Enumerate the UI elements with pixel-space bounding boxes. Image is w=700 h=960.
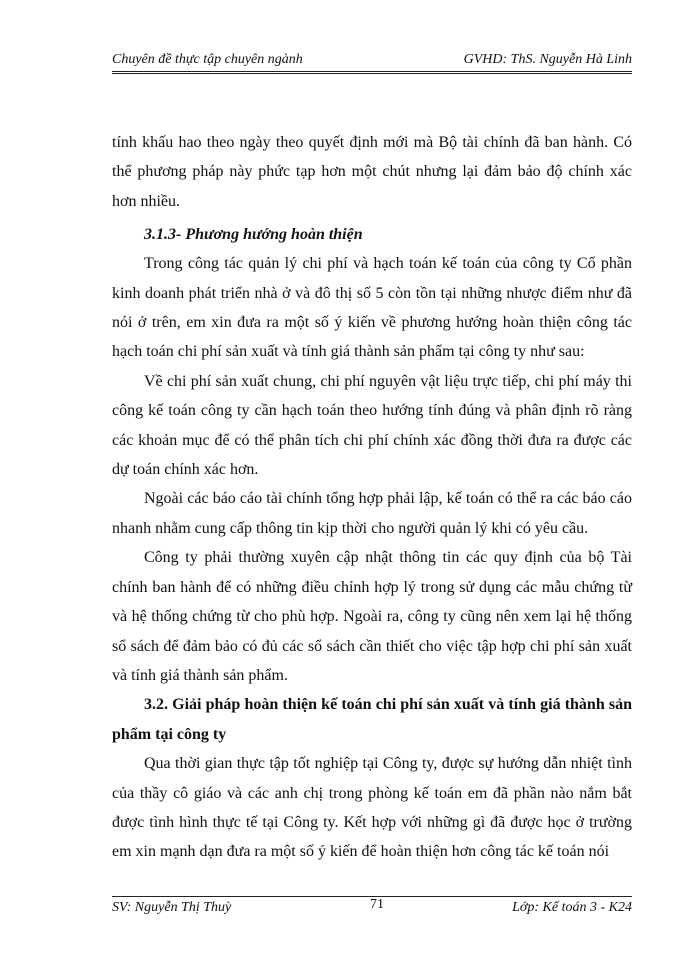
- header-right-text: GVHD: ThS. Nguyễn Hà Linh: [463, 52, 632, 67]
- document-body: [112, 128, 632, 867]
- footer-student-name: SV: Nguyễn Thị Thuỳ: [112, 900, 232, 915]
- paragraph-5: Công ty phải thường xuyên cập nhật thông tin các quy định của bộ Tài chính ban hành để có những điều chỉnh hợp lý trong sử dụng các mẫu chứng từ và hệ thống chứng từ cho phù hợp. Ngoài ra, công ty cũng nên xem lại hệ thống sổ sách để đảm bảo có đủ các sổ sách cần thiết cho việc tập hợp chi phí sản xuất và tính giá thành sản phẩm.: [112, 549, 632, 684]
- footer-class: Lớp: Kế toán 3 - K24: [512, 900, 632, 915]
- paragraph-6: Qua thời gian thực tập tốt nghiệp tại Công ty, được sự hướng dẫn nhiệt tình của thầy cô giáo và các anh chị trong phòng kế toán em đã phần nào nắm bắt được tình hình thực tế tại Công ty. Kết hợp với những gì đã được học ở trường em xin mạnh dạn đưa ra một số ý kiến để hoàn thiện hơn công tác kế toán nói: [112, 755, 632, 861]
- page-number: 71: [370, 897, 384, 912]
- section-heading-3-2: 3.2. Giải pháp hoàn thiện kế toán chi phí sản xuất và tính giá thành sản phẩm tại công ty: [112, 696, 632, 743]
- paragraph-2: Trong công tác quản lý chi phí và hạch toán kế toán của công ty Cổ phần kinh doanh phát triển nhà ở và đô thị số 5 còn tồn tại những nhược điểm như đã nói ở trên, em xin đưa ra một số ý kiến về phương hướng hoàn thiện công tác hạch toán chi phí sản xuất và tính giá thành sản phẩm tại công ty như sau:: [112, 255, 632, 361]
- paragraph-1: tính khấu hao theo ngày theo quyết định mới mà Bộ tài chính đã ban hành. Có thể phương pháp này phức tạp hơn một chút nhưng lại đảm bảo độ chính xác hơn nhiều.: [112, 134, 632, 210]
- header-left-text: Chuyên đề thực tập chuyên ngành: [112, 52, 303, 67]
- page-header: [112, 42, 632, 74]
- paragraph-4: Ngoài các báo cáo tài chính tổng hợp phải lập, kế toán có thể ra các báo cáo nhanh nhằm cung cấp thông tin kịp thời cho người quản lý khi có yêu cầu.: [112, 490, 632, 537]
- page-footer: [112, 896, 632, 922]
- section-heading-3-1-3: 3.1.3- Phương hướng hoàn thiện: [144, 226, 363, 244]
- paragraph-3: Về chi phí sản xuất chung, chi phí nguyên vật liệu trực tiếp, chi phí máy thi công kế toán công ty cần hạch toán theo hướng tính đúng và phân định rõ ràng các khoản mục để có thể phân tích chi phí chính xác đồng thời đưa ra được các dự toán chính xác hơn.: [112, 372, 632, 479]
